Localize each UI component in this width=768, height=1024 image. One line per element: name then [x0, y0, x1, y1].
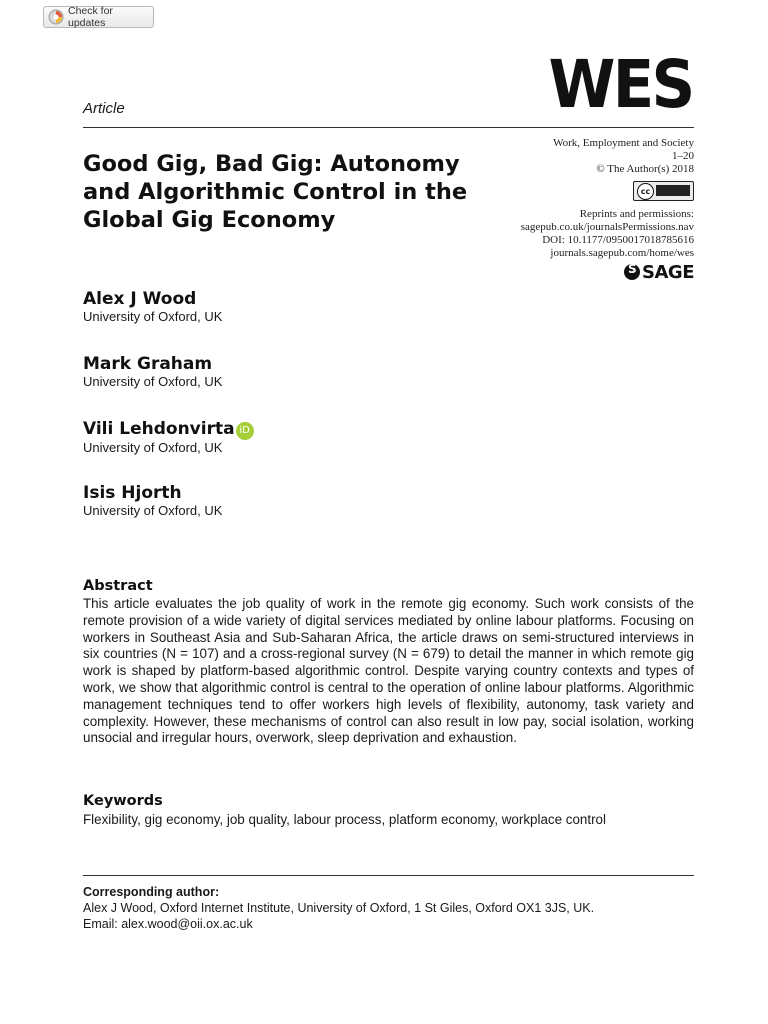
corresponding-email[interactable]: Email: alex.wood@oii.ox.ac.uk: [83, 917, 253, 931]
page-range: 1–20: [672, 150, 694, 162]
abstract-text: This article evaluates the job quality of work in the remote gig economy. Such work consists of the remote provision of a wide variety of digital services mediated by online labour platforms. Focusing on workers in Southeast Asia and Sub-Saharan Africa, the article draws on semi-structured interviews in six countries (N = 107) and a cross-regional survey (N = 679) to detail the manner in which remote gig work is shaped by platform-based algorithmic control. Despite varying country contexts and types of work, we show that algorithmic control is central to the operation of online labour platforms. Algorithmic management techniques tend to offer workers high levels of flexibility, autonomy, task variety and complexity. However, these mechanisms of control can also result in low pay, social isolation, working unsocial and irregular hours, overwork, sleep deprivation and exhaustion.: [83, 596, 694, 746]
author-affiliation: University of Oxford, UK: [83, 374, 223, 389]
corresponding-author: [83, 884, 694, 932]
publisher-name: SAGE: [642, 261, 694, 283]
author-block: [83, 289, 222, 325]
cc-license-icon[interactable]: [633, 181, 694, 201]
journal-name: Work, Employment and Society: [553, 137, 694, 149]
cc-badge-label: cc: [637, 183, 654, 200]
check-for-updates-label: Check for updates: [68, 5, 113, 29]
permissions-link[interactable]: sagepub.co.uk/journalsPermissions.nav: [520, 221, 694, 233]
publication-meta: [520, 137, 694, 283]
author-affiliation: University of Oxford, UK: [83, 309, 223, 324]
author-block: [83, 483, 222, 519]
keywords-heading: Keywords: [83, 793, 163, 809]
author-affiliation: University of Oxford, UK: [83, 503, 223, 518]
article-title: Good Gig, Bad Gig: Autonomy and Algorithmic Control in the Global Gig Economy: [83, 151, 468, 233]
author-affiliation: University of Oxford, UK: [83, 440, 223, 455]
author-name: Vili Lehdonvirta: [83, 419, 235, 439]
check-updates-icon: [48, 9, 64, 25]
journal-link[interactable]: journals.sagepub.com/home/wes: [550, 247, 694, 259]
reprints-label: Reprints and permissions:: [579, 208, 694, 220]
article-type: Article: [83, 100, 125, 117]
orcid-icon[interactable]: iD: [236, 422, 254, 440]
header-divider: [83, 127, 694, 128]
sage-icon: [624, 264, 640, 280]
author-name: Alex J Wood: [83, 289, 197, 309]
journal-logo: WES: [548, 46, 692, 123]
author-name: Mark Graham: [83, 354, 213, 374]
footer-divider: [83, 875, 694, 876]
doi[interactable]: DOI: 10.1177/0950017018785616: [542, 234, 694, 246]
corresponding-address: Alex J Wood, Oxford Internet Institute, University of Oxford, 1 St Giles, Oxford OX1 3JS, UK.: [83, 901, 595, 915]
keywords-section: [83, 793, 694, 828]
author-name: Isis Hjorth: [83, 483, 182, 503]
publisher-logo: [521, 261, 694, 283]
author-block: [83, 354, 222, 390]
check-for-updates-button[interactable]: [43, 6, 154, 28]
corresponding-heading: Corresponding author:: [83, 885, 220, 899]
keywords-text: Flexibility, gig economy, job quality, labour process, platform economy, workplace control: [83, 812, 606, 827]
author-block: [83, 419, 254, 456]
abstract-heading: Abstract: [83, 578, 153, 594]
copyright: © The Author(s) 2018: [596, 163, 694, 175]
abstract-section: [83, 578, 694, 747]
author-name-row: [83, 419, 254, 440]
